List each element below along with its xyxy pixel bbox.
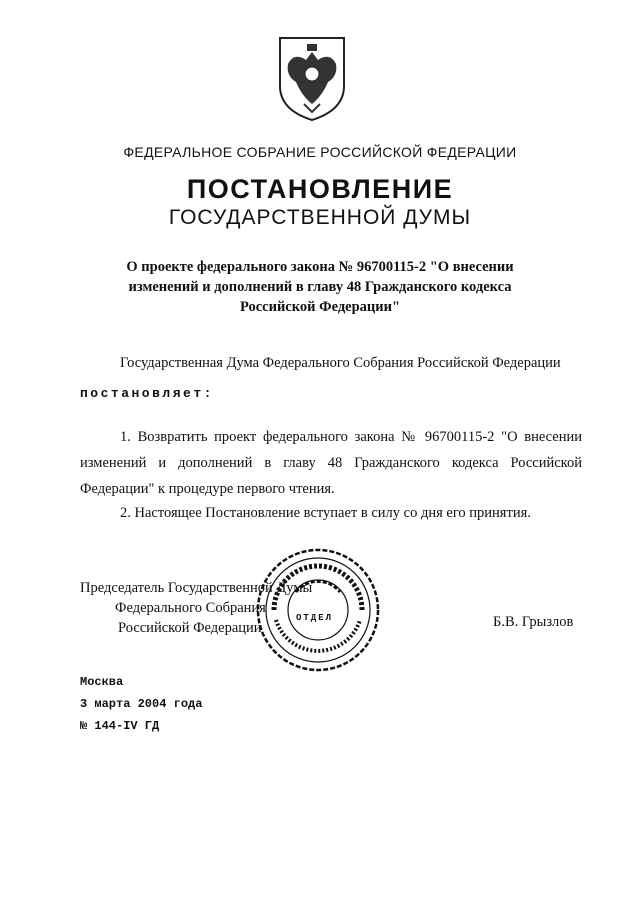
signatory-title-line-2: Федерального Собрания [115,600,266,616]
resolution-item-2: 2. Настоящее Постановление вступает в силу со дня его принятия. [120,505,531,521]
intro-paragraph: Государственная Дума Федерального Собрания Российской Федерации [120,355,561,371]
issuing-body-header: ФЕДЕРАЛЬНОЕ СОБРАНИЕ РОССИЙСКОЙ ФЕДЕРАЦИИ [123,144,517,160]
footer-city: Москва [80,675,124,689]
footer-number: № 144-IV ГД [80,719,160,733]
resolution-subject: О проекте федерального закона № 96700115-2 "О внесении изменений и дополнений в главу 48 Гражданского кодекса Российской Федерации" [126,259,514,315]
signatory-title-line-3: Российской Федерации [118,620,262,636]
stamp-center-word: ОТДЕЛ [296,613,334,623]
document-issuer: ГОСУДАРСТВЕННОЙ ДУМЫ [168,206,472,229]
decree-word: постановляет: [80,386,214,401]
official-stamp [254,546,382,674]
signatory-title-line-1: Председатель Государственной Думы [80,580,313,596]
footer-date: 3 марта 2004 года [80,697,203,711]
resolution-item-1: 1. Возвратить проект федерального закона № 96700115-2 "О внесении изменений и дополнений в главу 48 Гражданского кодекса Российской Федерации" к процедуре первого чтения. [80,429,582,497]
signatory-name: Б.В. Грызлов [493,614,574,630]
document-type-title: ПОСТАНОВЛЕНИЕ [186,174,454,204]
document-footer [80,671,202,737]
coat-of-arms-emblem [276,34,348,122]
